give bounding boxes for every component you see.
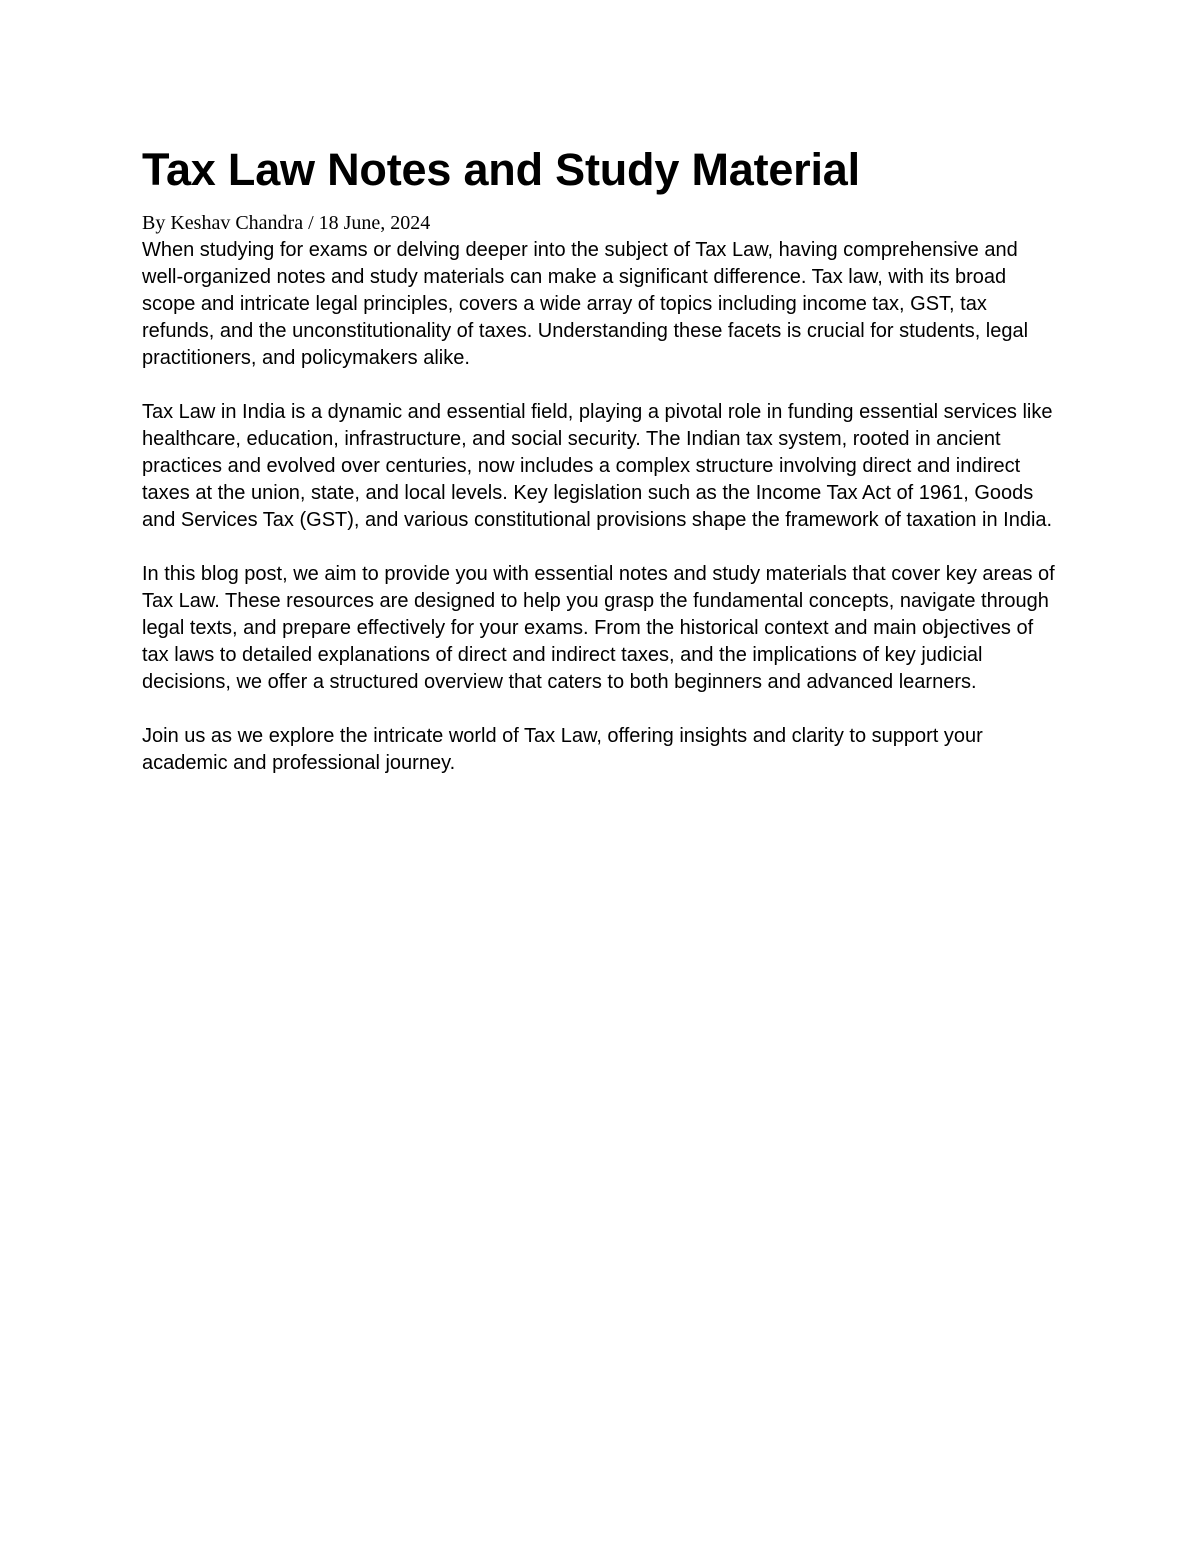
paragraph-india-tax-law: Tax Law in India is a dynamic and essential field, playing a pivotal role in funding essential services like healthcare, education, infrastructure, and social security. The Indian tax system, rooted in ancient practices and evolved over centuries, now includes a complex structure involving direct and indirect taxes at the union, state, and local levels. Key legislation such as the Income Tax Act of 1961, Goods and Services Tax (GST), and various constitutional provisions shape the framework of taxation in India.	[142, 401, 1053, 531]
article-body	[142, 142, 1062, 804]
paragraph-intro: When studying for exams or delving deeper into the subject of Tax Law, having comprehensive and well-organized notes and study materials can make a significant difference. Tax law, with its broad scope and intricate legal principles, covers a wide array of topics including income tax, GST, tax refunds, and the unconstitutionality of taxes. Understanding these facets is crucial for students, legal practitioners, and policymakers alike.	[142, 239, 1029, 369]
paragraph-closing: Join us as we explore the intricate world of Tax Law, offering insights and clarity to support your academic and professional journey.	[142, 725, 983, 774]
page-title: Tax Law Notes and Study Material	[142, 144, 860, 195]
author-date-byline: By Keshav Chandra / 18 June, 2024	[142, 212, 431, 234]
paragraph-blog-purpose: In this blog post, we aim to provide you with essential notes and study materials that cover key areas of Tax Law. These resources are designed to help you grasp the fundamental concepts, navigate through legal texts, and prepare effectively for your exams. From the historical context and main objectives of tax laws to detailed explanations of direct and indirect taxes, and the implications of key judicial decisions, we offer a structured overview that caters to both beginners and advanced learners.	[142, 563, 1055, 693]
